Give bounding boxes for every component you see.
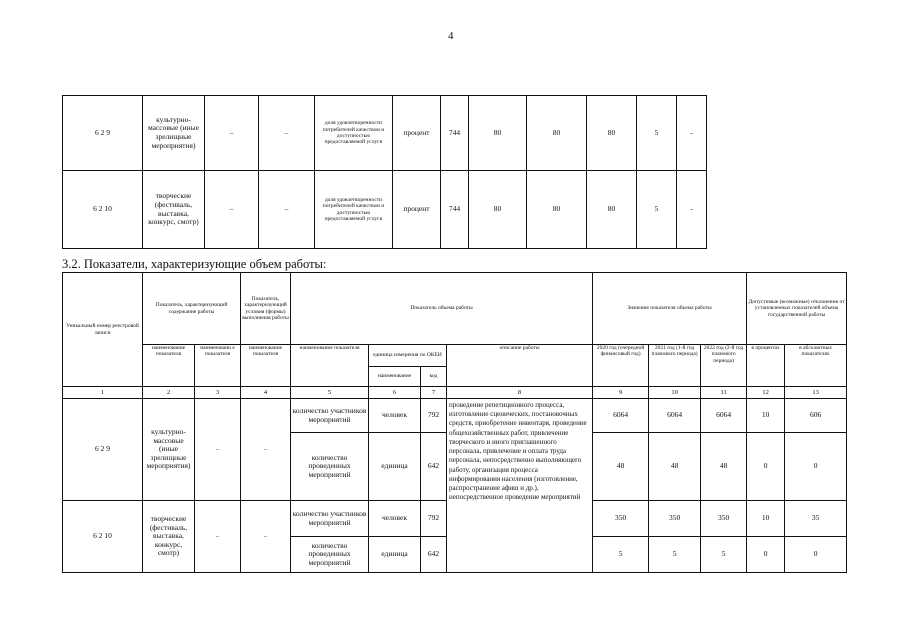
registry-code: 6 2 10	[63, 171, 143, 249]
dash-cell: –	[205, 171, 259, 249]
column-number: 4	[241, 387, 291, 399]
value-2020: 80	[469, 171, 527, 249]
column-number: 13	[785, 387, 847, 399]
okei-code: 792	[421, 501, 447, 537]
dash-cell: –	[195, 399, 241, 501]
volume-indicator-name: количество участников мероприятий	[291, 399, 369, 433]
header-year-2020: 2020 год (очередной финансовый год)	[593, 345, 649, 387]
value-2022: 80	[587, 171, 637, 249]
header-row	[63, 273, 847, 345]
header-name-indicator: наименование показателя	[291, 345, 369, 387]
column-number: 12	[747, 387, 785, 399]
header-name-indicator: наименование показателя	[143, 345, 195, 387]
header-volume-indicator: Показатель объема работы	[291, 273, 593, 345]
header-year-2022: 2022 год (2-й год планового периода)	[701, 345, 747, 387]
okei-code: 744	[441, 171, 469, 249]
value-2022: 350	[701, 501, 747, 537]
column-number: 5	[291, 387, 369, 399]
work-content-name: культурно-массовые (иные зрелищные мероприятия)	[143, 399, 195, 501]
table-row	[63, 96, 707, 171]
okei-code: 744	[441, 96, 469, 171]
value-2021: 80	[527, 96, 587, 171]
header-volume-values: Значение показателя объема работы	[593, 273, 747, 345]
header-in-absolute: в абсолютных показателях	[785, 345, 847, 387]
column-number: 11	[701, 387, 747, 399]
deviation-absolute: -	[677, 96, 707, 171]
dash-cell: –	[241, 399, 291, 501]
value-2022: 5	[701, 537, 747, 573]
header-okei-code: код	[421, 367, 447, 387]
column-number: 2	[143, 387, 195, 399]
column-number: 1	[63, 387, 143, 399]
volume-indicators-table	[62, 272, 847, 573]
dash-cell: –	[205, 96, 259, 171]
value-2020: 80	[469, 96, 527, 171]
value-2021: 6064	[649, 399, 701, 433]
header-in-percent: в процентах	[747, 345, 785, 387]
deviation-absolute: 0	[785, 433, 847, 501]
section-title: 3.2. Показатели, характеризующие объем работы:	[62, 257, 327, 271]
deviation-percent: 10	[747, 399, 785, 433]
volume-indicator-name: количество участников мероприятий	[291, 501, 369, 537]
unit-name: человек	[369, 399, 421, 433]
header-row	[63, 345, 847, 367]
work-content-name: культурно-массовые (иные зрелищные мероприятия)	[143, 96, 205, 171]
quality-indicator-name: доля удовлетворенности потребителей качеством и доступностью предоставляемой услуги	[315, 171, 393, 249]
header-conditions-indicator: Показатель, характеризующий условия (формы) выполнения работы	[241, 273, 291, 345]
deviation-percent: 5	[637, 171, 677, 249]
unit-name: единица	[369, 433, 421, 501]
dash-cell: –	[259, 171, 315, 249]
header-okei-name: наименование	[369, 367, 421, 387]
deviation-percent: 5	[637, 96, 677, 171]
value-2021: 350	[649, 501, 701, 537]
value-2020: 6064	[593, 399, 649, 433]
deviation-absolute: -	[677, 171, 707, 249]
value-2020: 350	[593, 501, 649, 537]
deviation-percent: 0	[747, 433, 785, 501]
unit-name: единица	[369, 537, 421, 573]
value-2022: 80	[587, 96, 637, 171]
page-number: 4	[448, 30, 454, 42]
deviation-percent: 10	[747, 501, 785, 537]
value-2020: 5	[593, 537, 649, 573]
registry-code: 6 2 9	[63, 399, 143, 501]
dash-cell: –	[259, 96, 315, 171]
unit-name: процент	[393, 96, 441, 171]
column-number: 3	[195, 387, 241, 399]
table-row	[63, 399, 847, 433]
deviation-absolute: 0	[785, 537, 847, 573]
value-2021: 5	[649, 537, 701, 573]
dash-cell: –	[195, 501, 241, 573]
table-row	[63, 171, 707, 249]
deviation-absolute: 35	[785, 501, 847, 537]
dash-cell: –	[241, 501, 291, 573]
value-2022: 6064	[701, 399, 747, 433]
work-content-name: творческие (фестиваль, выставка, конкурс, смотр)	[143, 501, 195, 573]
column-number-row	[63, 387, 847, 399]
unit-name: процент	[393, 171, 441, 249]
column-number: 9	[593, 387, 649, 399]
deviation-percent: 0	[747, 537, 785, 573]
header-content-indicator: Показатель, характеризующий содержание работы	[143, 273, 241, 345]
value-2021: 80	[527, 171, 587, 249]
registry-code: 6 2 10	[63, 501, 143, 573]
deviation-absolute: 606	[785, 399, 847, 433]
work-content-name: творческие (фестиваль, выставка, конкурс, смотр)	[143, 171, 205, 249]
value-2020: 48	[593, 433, 649, 501]
okei-code: 642	[421, 433, 447, 501]
okei-code: 642	[421, 537, 447, 573]
header-name-indicator: наименование показателя	[241, 345, 291, 387]
okei-code: 792	[421, 399, 447, 433]
volume-indicator-name: количество проведенных мероприятий	[291, 433, 369, 501]
column-number: 6	[369, 387, 421, 399]
volume-indicator-name: количество проведенных мероприятий	[291, 537, 369, 573]
unit-name: человек	[369, 501, 421, 537]
registry-code: 6 2 9	[63, 96, 143, 171]
column-number: 10	[649, 387, 701, 399]
header-name-indicator: наименовани е показателя	[195, 345, 241, 387]
value-2022: 48	[701, 433, 747, 501]
column-number: 8	[447, 387, 593, 399]
header-year-2021: 2021 год (1-й год планового периода)	[649, 345, 701, 387]
work-description: проведение репетиционного процесса, изготовление сценических, постановочных средств, приобретение инвентаря, проведение общехозяйственных работ, привлечение творческого и иного приглашенного персонала, привлечение и оплата труда персонала, непосредственно выполняющего работу, организация процесса информирования населения (изготовление, распространение афиш и др.), непосредственное проведение мероприятий	[447, 399, 593, 573]
header-okei-unit: единица измерения по ОКЕИ	[369, 345, 447, 367]
header-unique-number: Уникальный номер реестровой записи	[63, 273, 143, 387]
value-2021: 48	[649, 433, 701, 501]
quality-indicators-table	[62, 95, 707, 249]
quality-indicator-name: доля удовлетворенности потребителей качеством и доступностью предоставляемой услуги	[315, 96, 393, 171]
column-number: 7	[421, 387, 447, 399]
header-work-description: описание работы	[447, 345, 593, 387]
header-deviations: Допустимые (возможные) отклонения от установленных показателей объема государственной работы	[747, 273, 847, 345]
